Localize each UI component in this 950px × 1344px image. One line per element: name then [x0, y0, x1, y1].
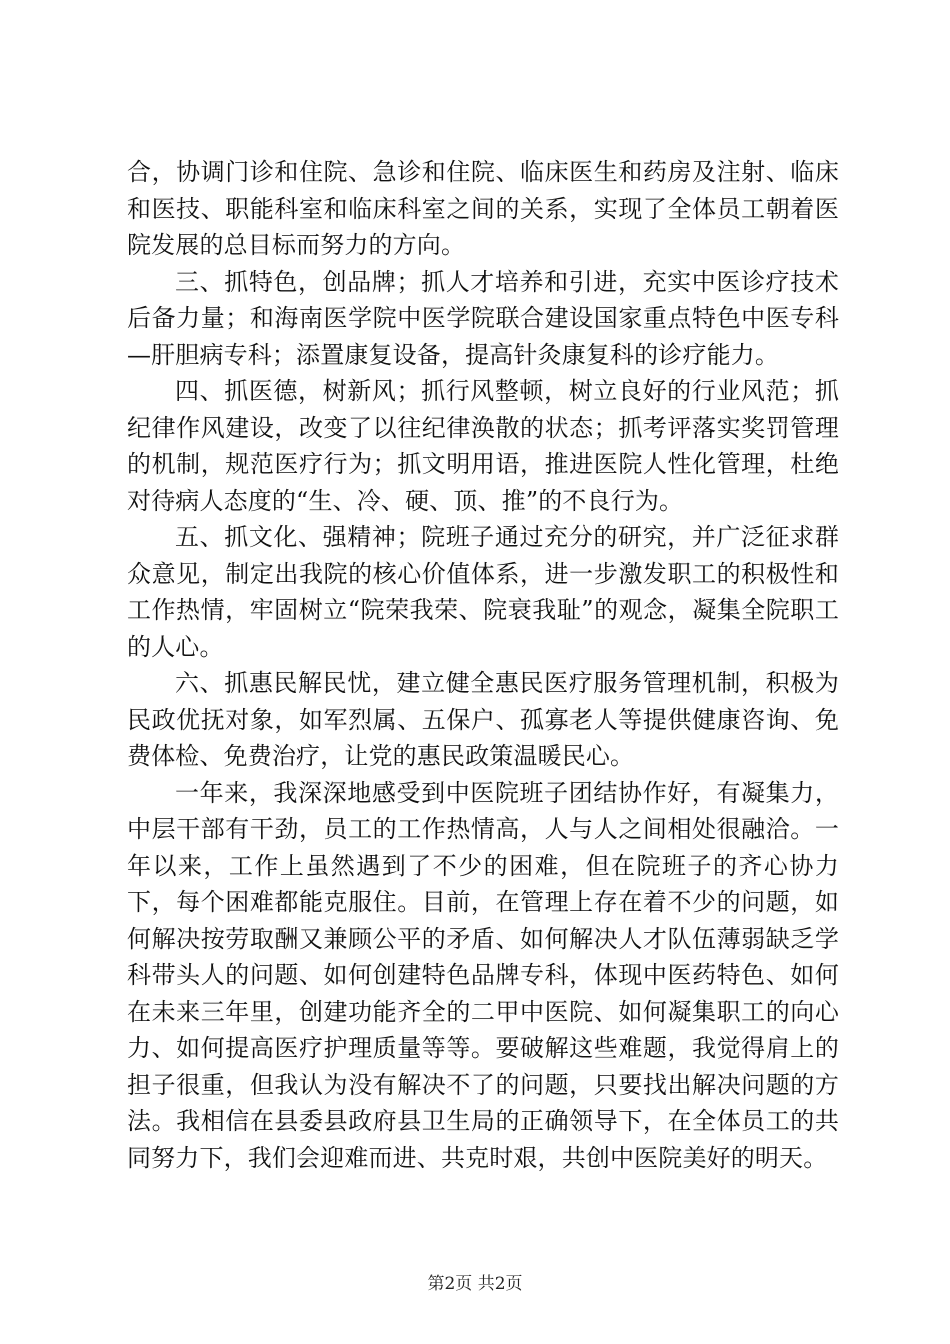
document-body	[127, 154, 839, 1176]
paragraph-summary: 一年来，我深深地感受到中医院班子团结协作好，有凝集力，中层干部有干劲，员工的工作热情高，人与人之间相处很融洽。一年以来，工作上虽然遇到了不少的困难，但在院班子的齐心协力下，每个困难都能克服住。目前，在管理上存在着不少的问题，如何解决按劳取酬又兼顾公平的矛盾、如何解决人才队伍薄弱缺乏学科带头人的问题、如何创建特色品牌专科，体现中医药特色、如何在未来三年里，创建功能齐全的二甲中医院、如何凝集职工的向心力、如何提高医疗护理质量等等。要破解这些难题，我觉得肩上的担子很重，但我认为没有解决不了的问题，只要找出解决问题的方法。我相信在县委县政府县卫生局的正确领导下，在全体员工的共同努力下，我们会迎难而进、共克时艰，共创中医院美好的明天。	[127, 778, 839, 1172]
paragraph-section-five: 五、抓文化、强精神；院班子通过充分的研究，并广泛征求群众意见，制定出我院的核心价值体系，进一步激发职工的积极性和工作热情，牢固树立“院荣我荣、院衰我耻”的观念，凝集全院职工的人心。	[127, 523, 839, 661]
paragraph-section-six: 六、抓惠民解民忧，建立健全惠民医疗服务管理机制，积极为民政优抚对象，如军烈属、五保户、孤寡老人等提供健康咨询、免费体检、免费治疗，让党的惠民政策温暖民心。	[127, 669, 839, 770]
page-footer: 第2页 共2页	[427, 1274, 523, 1294]
paragraph-section-four: 四、抓医德，树新风；抓行风整顿，树立良好的行业风范；抓纪律作风建设，改变了以往纪律涣散的状态；抓考评落实奖罚管理的机制，规范医疗行为；抓文明用语，推进医院人性化管理，杜绝对待病人态度的“生、冷、硬、顶、推”的不良行为。	[127, 377, 839, 515]
paragraph-section-three: 三、抓特色，创品牌；抓人才培养和引进，充实中医诊疗技术后备力量；和海南医学院中医学院联合建设国家重点特色中医专科—肝胆病专科；添置康复设备，提高针灸康复科的诊疗能力。	[127, 267, 839, 369]
paragraph-continuation: 合，协调门诊和住院、急诊和住院、临床医生和药房及注射、临床和医技、职能科室和临床科室之间的关系，实现了全体员工朝着医院发展的总目标而努力的方向。	[127, 158, 839, 259]
